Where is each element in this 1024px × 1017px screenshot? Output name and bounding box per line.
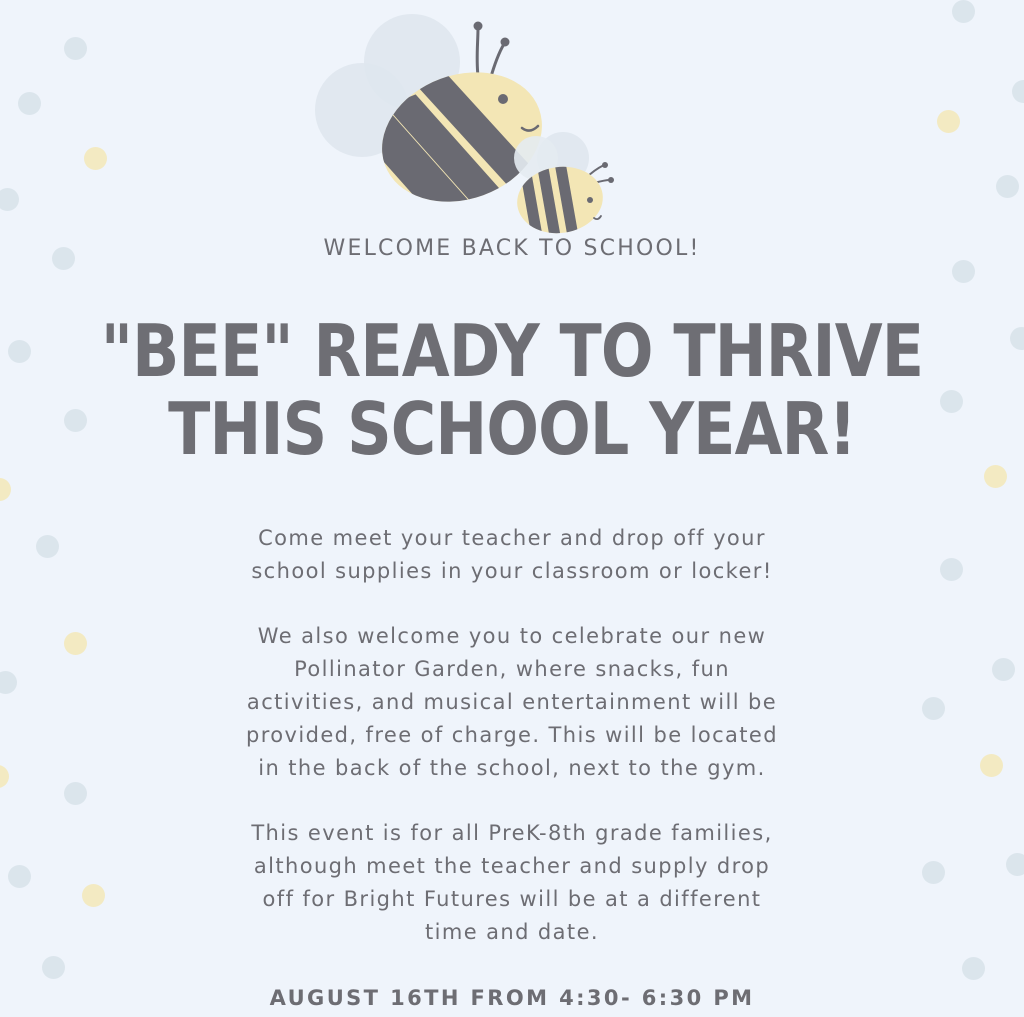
polka-dot	[937, 110, 960, 133]
polka-dot	[0, 188, 19, 211]
welcome-heading: WELCOME BACK TO SCHOOL!	[323, 236, 701, 261]
text-line: provided, free of charge. This will be located	[246, 723, 778, 747]
text-line: time and date.	[425, 920, 599, 944]
text-line: activities, and musical entertainment will be	[246, 690, 778, 714]
polka-dot	[922, 861, 945, 884]
polka-dot	[922, 697, 945, 720]
event-date: AUGUST 16TH FROM 4:30- 6:30 PM	[269, 986, 755, 1010]
small-bee-icon	[513, 132, 614, 245]
polka-dot	[962, 957, 985, 980]
polka-dot	[996, 175, 1019, 198]
polka-dot	[42, 956, 65, 979]
polka-dot	[980, 754, 1003, 777]
text-line: Pollinator Garden, where snacks, fun	[294, 657, 730, 681]
polka-dot	[8, 865, 31, 888]
polka-dot	[1006, 853, 1024, 876]
polka-dot	[1010, 327, 1024, 350]
bees-illustration	[300, 10, 640, 245]
polka-dot	[952, 260, 975, 283]
text-line: off for Bright Futures will be at a different	[262, 887, 762, 911]
headline-line-2: THIS SCHOOL YEAR!	[168, 387, 856, 471]
polka-dot	[952, 0, 975, 23]
polka-dot	[984, 465, 1007, 488]
polka-dot	[64, 632, 87, 655]
polka-dot	[8, 340, 31, 363]
polka-dot	[36, 535, 59, 558]
text-line: school supplies in your classroom or locker!	[251, 559, 773, 583]
paragraph-pollinator-garden	[200, 620, 824, 785]
text-line: in the back of the school, next to the gym.	[258, 756, 766, 780]
headline-line-1: "BEE" READY TO THRIVE	[100, 309, 924, 393]
polka-dot	[0, 671, 17, 694]
polka-dot	[992, 658, 1015, 681]
text-line: although meet the teacher and supply drop	[253, 854, 771, 878]
polka-dot	[84, 147, 107, 170]
page-title	[72, 309, 953, 471]
paragraph-meet-teacher	[200, 522, 824, 588]
polka-dot	[0, 478, 11, 501]
polka-dot	[82, 884, 105, 907]
text-line: Come meet your teacher and drop off your	[258, 526, 766, 550]
paragraph-eligibility	[200, 817, 824, 949]
polka-dot	[940, 558, 963, 581]
text-line: This event is for all PreK-8th grade families,	[251, 821, 773, 845]
polka-dot	[64, 37, 87, 60]
polka-dot	[64, 782, 87, 805]
text-line: We also welcome you to celebrate our new	[257, 624, 767, 648]
polka-dot	[1012, 80, 1024, 103]
polka-dot	[18, 92, 41, 115]
event-description	[200, 522, 824, 981]
polka-dot	[0, 765, 9, 788]
